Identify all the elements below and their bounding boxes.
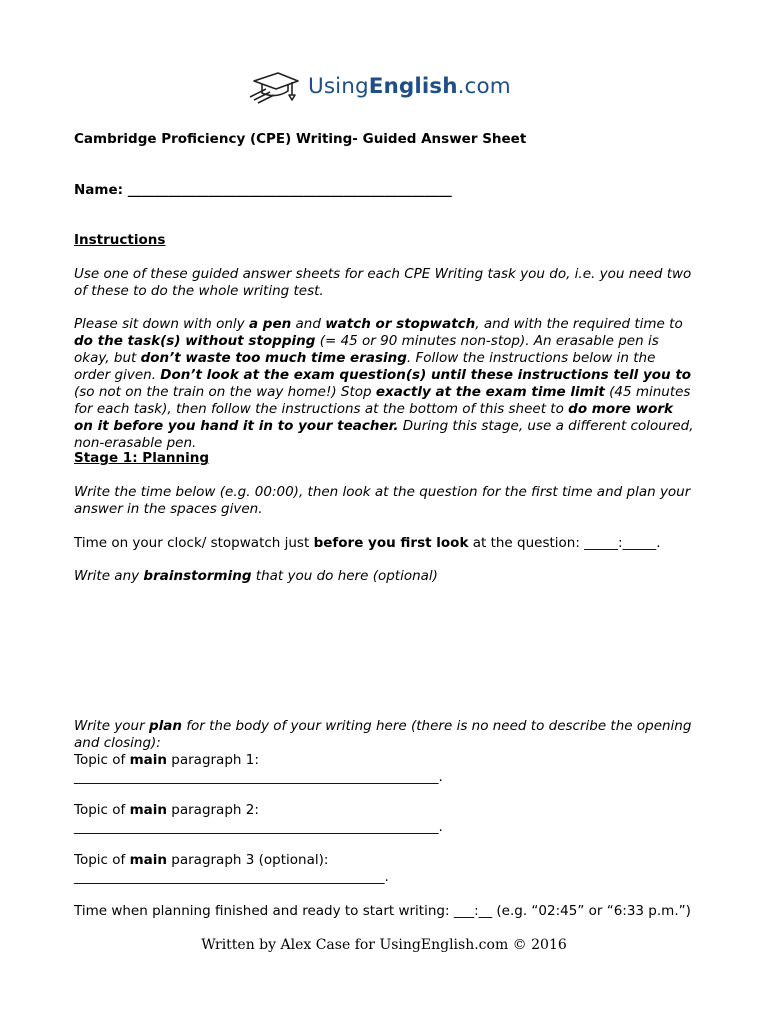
topic-1-field[interactable]: ______________________________________________________. (74, 769, 443, 785)
stage1-paragraph: Write the time below (e.g. 00:00), then look at the question for the first time and plan your answer in the spaces given. (74, 484, 691, 517)
p2-text: . Follow the instructions below in the order given. (74, 350, 656, 383)
clock-text: at the question: _____:_____. (468, 535, 661, 551)
p2-bold: a pen (248, 316, 292, 332)
topic-text: Topic of (74, 752, 130, 768)
site-logo (248, 66, 511, 106)
clock-bold: before you first look (313, 535, 469, 551)
topic-1-label (74, 752, 694, 769)
logo-wordmark-prefix: Using (308, 73, 369, 99)
plan-instruction (74, 718, 694, 752)
logo-wordmark (308, 74, 511, 99)
clock-line (74, 535, 694, 552)
clock-text: Time on your clock/ stopwatch just (74, 535, 314, 551)
plan-text: for the body of your writing here (there is no need to describe the opening and closing): (74, 718, 692, 751)
instructions-heading: Instructions (74, 232, 166, 248)
plan-text: Write your (74, 718, 149, 734)
p2-bold: don’t waste too much time erasing (140, 350, 407, 366)
logo-wordmark-suffix: .com (457, 73, 511, 99)
name-field[interactable]: Name: ________________________________________________ (74, 182, 452, 198)
p2-text: During this stage, use a different coloured, non-erasable pen. (74, 418, 694, 451)
topic-3-label (74, 852, 694, 869)
p2-bold: do the task(s) without stopping (74, 333, 316, 349)
footer-credit: Written by Alex Case for UsingEnglish.com © 2016 (201, 937, 567, 953)
p2-text: (so not on the train on the way home!) Stop (74, 384, 376, 400)
topic-2-field[interactable]: ______________________________________________________. (74, 819, 443, 835)
p2-text: (= 45 or 90 minutes non-stop). An erasable pen is okay, but (74, 333, 659, 366)
topic-3-field[interactable]: ______________________________________________. (74, 869, 389, 885)
brainstorm-text: Write any (74, 568, 144, 584)
graduation-cap-icon (248, 67, 302, 105)
topic-text: paragraph 1: (166, 752, 259, 768)
p2-bold: watch or stopwatch (325, 316, 476, 332)
topic-bold: main (129, 752, 167, 768)
p2-bold: Don’t look at the exam question(s) until these instructions tell you to (160, 367, 692, 383)
topic-text: paragraph 2: (166, 802, 259, 818)
page-title: Cambridge Proficiency (CPE) Writing- Guided Answer Sheet (74, 131, 527, 147)
topic-bold: main (129, 802, 167, 818)
brainstorm-bold: brainstorming (143, 568, 252, 584)
topic-text: paragraph 3 (optional): (166, 852, 329, 868)
topic-text: Topic of (74, 802, 130, 818)
brainstorm-text: that you do here (optional) (251, 568, 438, 584)
logo-wordmark-bold: English (368, 73, 458, 99)
topic-2-label (74, 802, 694, 819)
p2-bold: exactly at the exam time limit (375, 384, 605, 400)
instructions-paragraph-1: Use one of these guided answer sheets for each CPE Writing task you do, i.e. you need two of these to do the whole writing test. (74, 266, 692, 299)
topic-bold: main (129, 852, 167, 868)
stage1-heading: Stage 1: Planning (74, 450, 210, 466)
brainstorm-line (74, 568, 694, 585)
p2-text: and (291, 316, 326, 332)
p2-text: , and with the required time to (475, 316, 683, 332)
p2-bold: do more work on it before you hand it in to your teacher. (74, 401, 674, 434)
instructions-paragraph-2 (74, 316, 694, 452)
topic-text: Topic of (74, 852, 130, 868)
p2-text: (45 minutes for each task), then follow the instructions at the bottom of this sheet to (74, 384, 691, 417)
plan-bold: plan (148, 718, 182, 734)
finish-time-line: Time when planning finished and ready to start writing: ___:__ (e.g. “02:45” or “6:33 p.m.”) (74, 903, 691, 919)
p2-text: Please sit down with only (74, 316, 249, 332)
